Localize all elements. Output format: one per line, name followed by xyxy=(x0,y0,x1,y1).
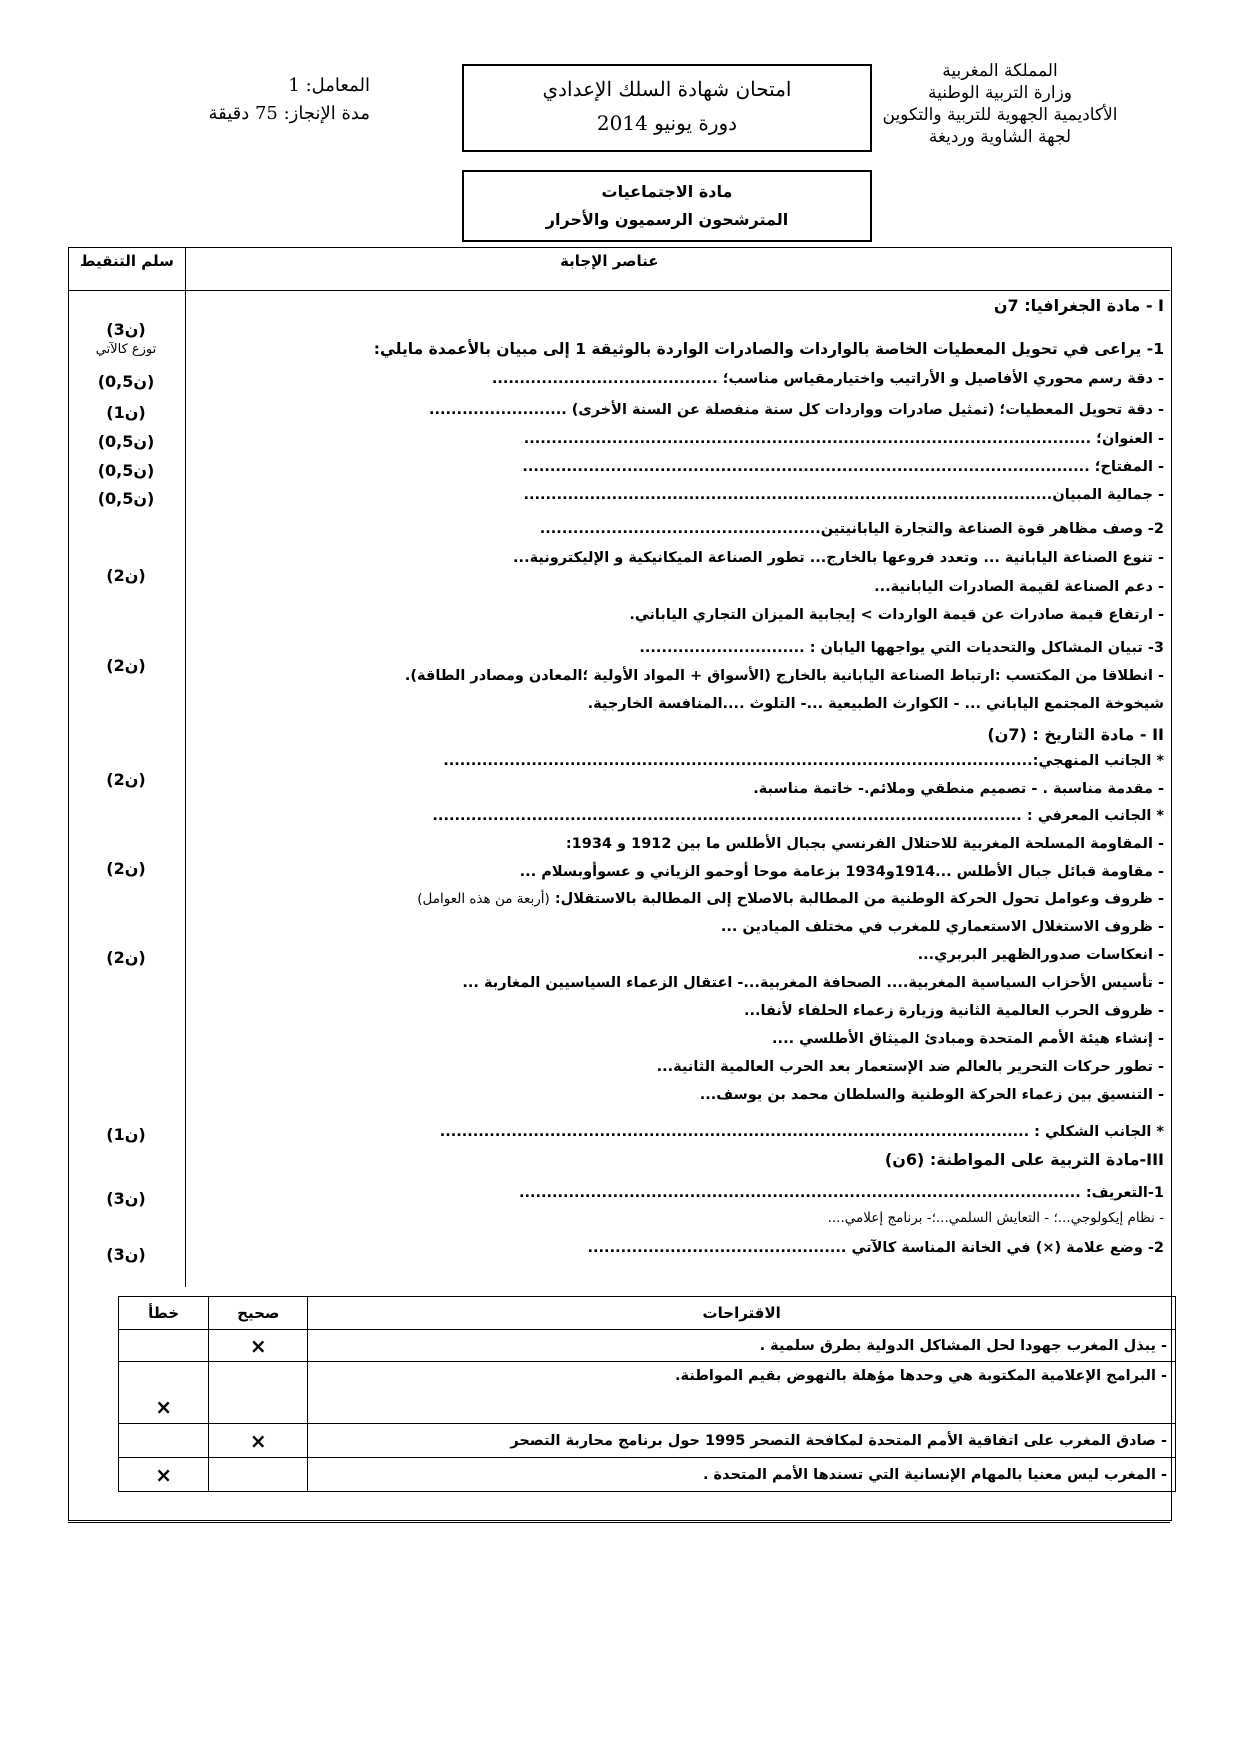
table-row xyxy=(119,1362,1176,1424)
answer-text: - ظروف وعوامل تحول الحركة الوطنية من المطالبة بالاصلاح إلى المطالبة بالاستقلال: xyxy=(554,891,1164,907)
wrong-cell: × xyxy=(119,1458,209,1492)
score: (0,5ن) xyxy=(97,432,155,451)
scale-column-header: سلم التنقيط xyxy=(80,252,174,270)
table-row xyxy=(119,1424,1176,1458)
answer-line: - مقدمة مناسبة . - تصميم منطقي وملائم.- خاتمة مناسبة. xyxy=(753,781,1164,797)
answer-line: 1-التعريف: ...................................................................................................... xyxy=(518,1185,1164,1201)
proposal-header: الاقتراحات xyxy=(308,1297,1176,1330)
bottom-rule xyxy=(68,1522,1170,1523)
score: (3ن) xyxy=(106,320,146,339)
correct-cell: × xyxy=(209,1330,308,1362)
score: (0,5ن) xyxy=(97,372,155,391)
wrong-cell xyxy=(119,1424,209,1458)
coefficient: المعامل: 1 xyxy=(288,75,370,96)
column-divider xyxy=(185,247,186,1287)
header-line: الأكاديمية الجهوية للتربية والتكوين xyxy=(882,105,1118,125)
answer-line: - انطلاقا من المكتسب :ارتباط الصناعة اليابانية بالخارج (الأسواق + المواد الأولية ؛المعادن ومصادر الطاقة). xyxy=(404,668,1164,684)
answer-line xyxy=(284,891,1164,907)
score: (0,5ن) xyxy=(97,489,155,508)
answer-line: 1- يراعى في تحويل المعطيات الخاصة بالواردات والصادرات الواردة بالوثيقة 1 إلى مبيان بالأعمدة مايلي: xyxy=(373,340,1164,358)
answer-line: 2- وضع علامة (×) في الخانة المناسة كالآتي ............................................... xyxy=(587,1240,1164,1256)
wrong-cell: × xyxy=(119,1362,209,1424)
score: (2ن) xyxy=(106,859,146,878)
answer-line: - إنشاء هيئة الأمم المتحدة ومبادئ الميثاق الأطلسي .... xyxy=(772,1031,1164,1047)
proposal-text: - المغرب ليس معنيا بالمهام الإنسانية التي تسندها الأمم المتحدة . xyxy=(308,1458,1176,1492)
answer-line: - التنسيق بين زعماء الحركة الوطنية والسلطان محمد بن يوسف... xyxy=(699,1087,1164,1103)
header-divider xyxy=(68,290,1170,291)
answer-line: - دقة تحويل المعطيات؛ (تمثيل صادرات وواردات كل سنة منفصلة عن السنة الأخرى) ......................... xyxy=(429,402,1164,418)
wrong-cell xyxy=(119,1330,209,1362)
table-row xyxy=(119,1330,1176,1362)
wrong-header: خطأ xyxy=(119,1297,209,1330)
score: (3ن) xyxy=(106,1245,146,1264)
header-line: لجهة الشاوية ورديغة xyxy=(928,127,1072,147)
answer-line: - العنوان؛ ....................................................................................................... xyxy=(523,431,1164,447)
candidates: المترشحون الرسميون والأحرار xyxy=(545,210,789,229)
correct-cell xyxy=(209,1458,308,1492)
answer-line: * الجانب الشكلي : ........................................................................................................... xyxy=(439,1124,1164,1140)
answer-line: - دقة رسم محوري الأفاصيل و الأراتيب واختيارمقياس مناسب؛ ......................................... xyxy=(491,371,1164,387)
correct-cell: × xyxy=(209,1424,308,1458)
section-history: II - مادة التاريخ : (7ن) xyxy=(987,725,1164,744)
section-geography: I - مادة الجغرافيا: 7ن xyxy=(993,296,1164,315)
proposal-text: - صادق المغرب على اتفاقية الأمم المتحدة لمكافحة التصحر 1995 حول برنامج محاربة التصحر xyxy=(308,1424,1176,1458)
answer-line: - جمالية المبيان................................................................................................ xyxy=(523,487,1164,503)
subject: مادة الاجتماعيات xyxy=(601,182,733,201)
correct-cell xyxy=(209,1362,308,1424)
answer-line: - تطور حركات التحرير بالعالم ضد الإستعمار بعد الحرب العالمية الثانية... xyxy=(656,1059,1164,1075)
header-line: وزارة التربية الوطنية xyxy=(927,83,1073,103)
duration: مدة الإنجاز: 75 دقيقة xyxy=(208,103,370,124)
score: (2ن) xyxy=(106,770,146,789)
header-line: المملكة المغربية xyxy=(942,61,1058,81)
subject-box xyxy=(462,170,872,242)
answer-line: - نظام إيكولوجي...؛ - التعايش السلمي...؛- برنامج إعلامي.... xyxy=(827,1210,1164,1226)
score: (2ن) xyxy=(106,656,146,675)
answer-line: - ارتفاع قيمة صادرات عن قيمة الواردات > إيجابية الميزان التجاري الياباني. xyxy=(629,607,1164,623)
answer-line: 3- تبيان المشاكل والتحديات التي يواجهها اليابان : .............................. xyxy=(639,640,1164,656)
answer-line: - المفتاح؛ ....................................................................................................... xyxy=(522,459,1164,475)
exam-meta xyxy=(170,72,370,128)
proposal-text: - البرامج الإعلامية المكتوبة هي وحدها مؤهلة بالنهوض بقيم المواطنة. xyxy=(308,1362,1176,1424)
answer-line: * الجانب المعرفي : ........................................................................................................... xyxy=(432,808,1164,824)
score-note: توزع كالآتي xyxy=(95,342,157,357)
answer-line: * الجانب المنهجي:........................................................................................................... xyxy=(443,753,1164,769)
factors-note: (أربعة من هذه العوامل) xyxy=(417,891,550,907)
score: (1ن) xyxy=(106,1125,146,1144)
proposals-table xyxy=(118,1296,1176,1492)
answer-line: - مقاومة قبائل جبال الأطلس ...1914و1934 بزعامة موحا أوحمو الزياني و عسوأوبسلام ... xyxy=(519,864,1164,880)
table-header-row xyxy=(119,1297,1176,1330)
answer-line: 2- وصف مظاهر قوة الصناعة والتجارة اليابانيتين................................................... xyxy=(539,521,1164,537)
ministry-header xyxy=(830,60,1170,148)
answer-line: - دعم الصناعة لقيمة الصادرات اليابانية... xyxy=(874,579,1164,595)
exam-session: دورة يونيو 2014 xyxy=(596,111,738,135)
answer-line: - المقاومة المسلحة المغربية للاحتلال الفرنسي بجبال الأطلس ما بين 1912 و 1934: xyxy=(565,836,1164,852)
answer-line: - انعكاسات صدورالظهير البربري... xyxy=(917,947,1164,963)
answer-line: شيخوخة المجتمع الياباني ... - الكوارث الطبيعية ...- التلوث ....المنافسة الخارجية. xyxy=(587,696,1164,712)
answer-line: - ظروف الحرب العالمية الثانية وزيارة زعماء الحلفاء لأنفا... xyxy=(744,1003,1164,1019)
table-row xyxy=(119,1458,1176,1492)
exam-title-box xyxy=(462,64,872,152)
score: (0,5ن) xyxy=(97,461,155,480)
score: (1ن) xyxy=(106,403,146,422)
exam-title: امتحان شهادة السلك الإعدادي xyxy=(542,77,792,101)
score: (2ن) xyxy=(106,948,146,967)
section-citizenship: III-مادة التربية على المواطنة: (6ن) xyxy=(884,1150,1164,1169)
answer-line: - ظروف الاستغلال الاستعماري للمغرب في مختلف الميادين ... xyxy=(720,919,1164,935)
proposal-text: - يبذل المغرب جهودا لحل المشاكل الدولية بطرق سلمية . xyxy=(308,1330,1176,1362)
answer-line: - تأسيس الأحزاب السياسية المغربية.... الصحافة المغربية...- اعتقال الزعماء السياسيين المغاربة ... xyxy=(462,975,1164,991)
answers-column-header: عناصر الإجابة xyxy=(560,252,659,270)
correct-header: صحيح xyxy=(209,1297,308,1330)
score: (2ن) xyxy=(106,566,146,585)
score: (3ن) xyxy=(106,1189,146,1208)
answer-line: - تنوع الصناعة اليابانية ... وتعدد فروعها بالخارج... تطور الصناعة الميكانيكية و الإليكترونية... xyxy=(513,550,1164,566)
